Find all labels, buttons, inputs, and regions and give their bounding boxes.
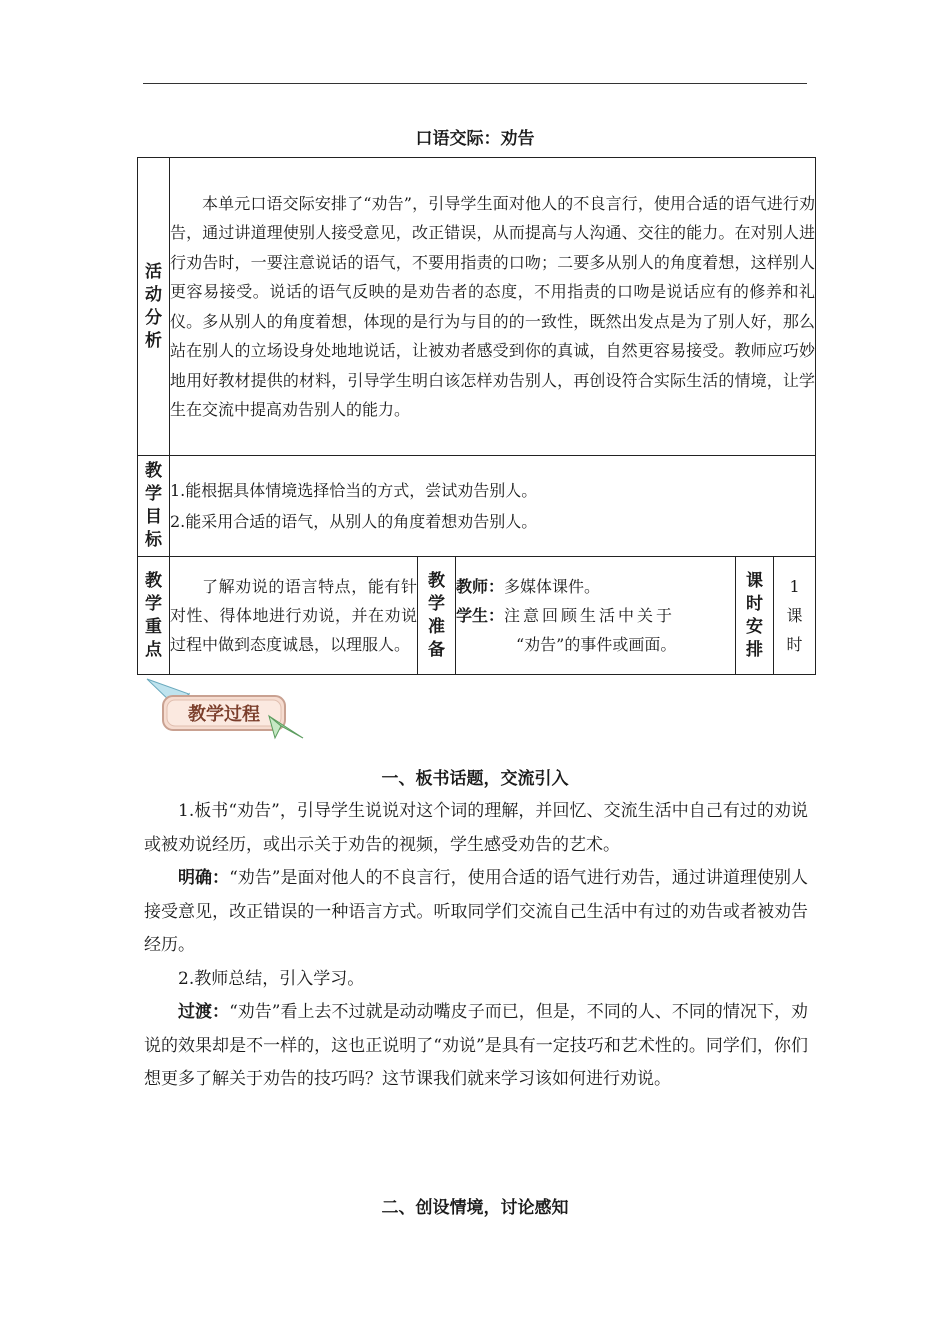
keypoints-text: 了解劝说的语言特点，能有针对性、得体地进行劝说，并在劝说过程中做到态度诚恳，以理服人。 xyxy=(170,557,418,675)
paragraph: 明确：“劝告”是面对他人的不良言行，使用合适的语气进行劝告，通过讲道理使别人接受意见，改正错误的一种语言方式。听取同学们交流自己生活中有过的劝告或者被劝告经历。 xyxy=(144,868,809,955)
paragraph: 2.教师总结，引入学习。 xyxy=(178,968,365,989)
section1-body xyxy=(144,795,808,1097)
goals-list xyxy=(170,456,816,557)
keypoints-label: 教 学 重 点 xyxy=(138,557,170,675)
goals-label: 教 学 目 标 xyxy=(138,456,170,557)
goal-item: 2.能采用合适的语气，从别人的角度着想劝告别人。 xyxy=(170,512,538,531)
section1-heading: 一、板书话题，交流引入 xyxy=(381,769,569,789)
prep-label: 教 学 准 备 xyxy=(418,557,456,675)
header-rule xyxy=(143,83,807,84)
section2-heading: 二、创设情境，讨论感知 xyxy=(381,1198,569,1218)
schedule-label: 课 时 安 排 xyxy=(736,557,774,675)
teaching-process-badge xyxy=(145,676,310,744)
prep-text: 教师：多媒体课件。 学生：注意回顾生活中关于 “劝告”的事件或画面。 xyxy=(456,557,736,675)
schedule-value: 1 课 时 xyxy=(774,557,816,675)
goal-item: 1.能根据具体情境选择恰当的方式，尝试劝告别人。 xyxy=(170,481,538,500)
svg-text:教学过程: 教学过程 xyxy=(188,704,260,725)
analysis-text: 本单元口语交际安排了“劝告”，引导学生面对他人的不良言行，使用合适的语气进行劝告，通过讲道理使别人接受意见，改正错误，从而提高与人沟通、交往的能力。在对别人进行劝告时，一要注意说话的语气，不要用指责的口吻；二要多从别人的角度着想，这样别人更容易接受。说话的语气反映的是劝告者的态度，不用指责的口吻是说话应有的修养和礼仪。多从别人的角度着想，体现的是行为与目的的一致性，既然出发点是为了别人好，那么站在别人的立场设身处地地说话，让被劝者感受到你的真诚，自然更容易接受。教师应巧妙地用好教材提供的材料，引导学生明白该怎样劝告别人，再创设符合实际生活的情境，让学生在交流中提高劝告别人的能力。 xyxy=(170,158,816,456)
page-title: 口语交际：劝告 xyxy=(415,129,535,149)
paragraph: 过渡：“劝告”看上去不过就是动动嘴皮子而已，但是，不同的人、不同的情况下，劝说的效果却是不一样的，这也正说明了“劝说”是具有一定技巧和艺术性的。同学们，你们想更多了解关于劝告的技巧吗？这节课我们就来学习该如何进行劝说。 xyxy=(144,1002,809,1089)
analysis-label: 活 动 分 析 xyxy=(138,158,170,456)
paragraph: 1.板书“劝告”，引导学生说说对这个词的理解，并回忆、交流生活中自己有过的劝说或被劝说经历，或出示关于劝告的视频，学生感受劝告的艺术。 xyxy=(144,801,808,855)
lesson-plan-table xyxy=(137,157,816,675)
